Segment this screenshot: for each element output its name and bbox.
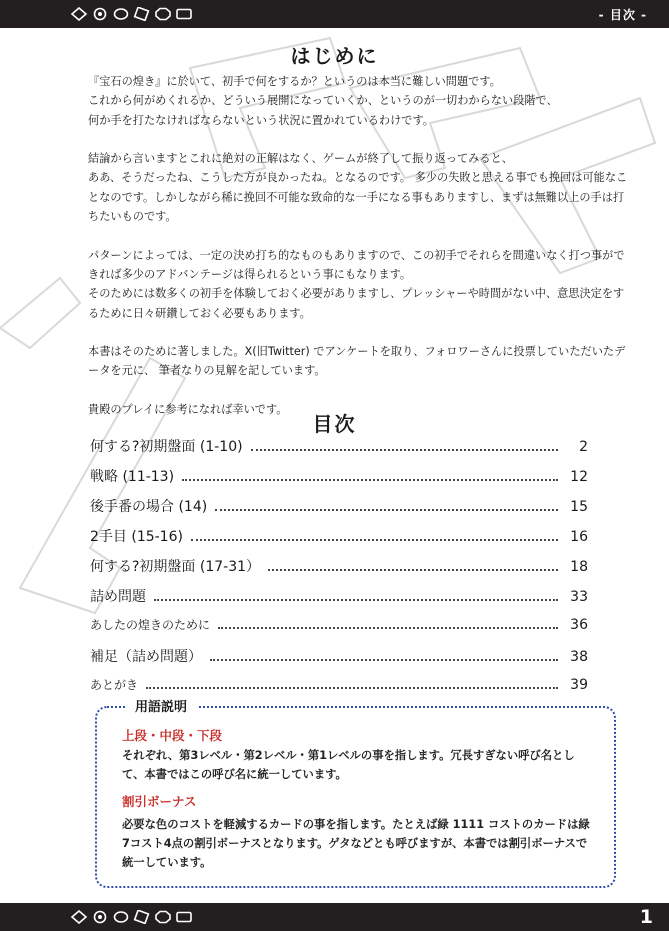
toc-entry[interactable]: 2手目 (15-16) 16 xyxy=(90,529,588,545)
page-number: 1 xyxy=(639,906,653,928)
intro-line: そのためには数多くの初手を体験しておく必要がありますし、プレッシャーや時間がない中、意思決定をするために日々研鑽しておく必要もあります。 xyxy=(88,287,625,320)
section-label: - 目次 - xyxy=(598,8,647,22)
glossary-term: 上段・中段・下段 xyxy=(122,728,223,743)
round-gem-icon xyxy=(91,910,109,924)
intro-line: 貴殿のプレイに参考になれば幸いです。 xyxy=(88,403,288,417)
intro-title: はじめに xyxy=(290,44,379,68)
toc-entry[interactable]: あしたの煌きのために 36 xyxy=(90,617,588,633)
intro-body xyxy=(88,72,628,419)
round-gem-icon xyxy=(91,7,109,21)
toc-entry[interactable]: あとがき 39 xyxy=(90,677,588,693)
square-gem-icon xyxy=(133,910,151,924)
intro-line: 『宝石の煌き』に於いて、初手で何をするか？というのは本当に難しい問題です。 xyxy=(88,75,501,88)
intro-line: これから何がめくれるか、どういう展開になっていくか、というのが一切わからない段階で、 xyxy=(88,94,558,108)
diamond-gem-icon xyxy=(70,910,88,924)
diamond-gem-icon xyxy=(70,7,88,21)
octagon-gem-icon xyxy=(154,910,172,924)
toc-title: 目次 xyxy=(312,412,357,436)
toc-entry[interactable]: 後手番の場合 (14) 15 xyxy=(90,499,588,515)
intro-line: 本書はそのために著しました。X(旧Twitter) でアンケートを取り、フォロワーさんに投票していただいたデータを元に、 筆者なりの見解を記しています。 xyxy=(88,345,626,378)
oval-gem-icon xyxy=(112,910,130,924)
intro-line: 何か手を打たなければならないという状況に置かれているわけです。 xyxy=(88,113,434,127)
square-gem-icon xyxy=(133,7,151,21)
glossary-title: 用語説明 xyxy=(125,696,197,715)
gem-icons xyxy=(70,7,193,21)
toc-entry[interactable]: 戦略 (11-13) 12 xyxy=(90,469,588,485)
header-bar xyxy=(0,0,669,28)
toc-entry[interactable]: 詰め問題 33 xyxy=(90,589,588,605)
toc-entry[interactable]: 何する?初期盤面 (17-31） 18 xyxy=(90,559,588,575)
rect-gem-icon xyxy=(175,910,193,924)
footer-bar xyxy=(0,903,669,931)
octagon-gem-icon xyxy=(154,7,172,21)
intro-line: パターンによっては、一定の決め打ち的なものもありますので、この初手でそれらを間違いなく打つ事ができれば多少のアドバンテージは得られるという事にもなります。 xyxy=(88,248,625,281)
toc-entry[interactable]: 何する?初期盤面 (1-10) 2 xyxy=(90,439,588,455)
glossary-definition: 必要な色のコストを軽減するカードの事を指します。たとえば緑 1111 コストのカードは緑7コスト4点の割引ボーナスとなります。ゲタなどとも呼びますが、本書では割引ボーナスで統一しています。 xyxy=(122,818,590,869)
intro-line: 結論から言いますとこれに絶対の正解はなく、ゲームが終了して振り返ってみると、 xyxy=(88,152,513,166)
toc-entry[interactable]: 補足（詰め問題） 38 xyxy=(90,649,588,665)
gem-icons xyxy=(70,910,193,924)
glossary-term: 割引ボーナス xyxy=(122,794,197,809)
glossary-definition: それぞれ、第3レベル・第2レベル・第1レベルの事を指します。冗長すぎない呼び名として、本書ではこの呼び名に統一しています。 xyxy=(122,749,575,781)
rect-gem-icon xyxy=(175,7,193,21)
intro-line: ああ、そうだったね、こうした方が良かったね。となるのです。 多少の失敗と思える事でも挽回は可能なことなのです。しかしながら稀に挽回不可能な致命的な一手になる事もありますし、まずは無難以上の手は打ちたいものです。 xyxy=(88,171,628,224)
toc-list xyxy=(90,436,588,706)
oval-gem-icon xyxy=(112,7,130,21)
